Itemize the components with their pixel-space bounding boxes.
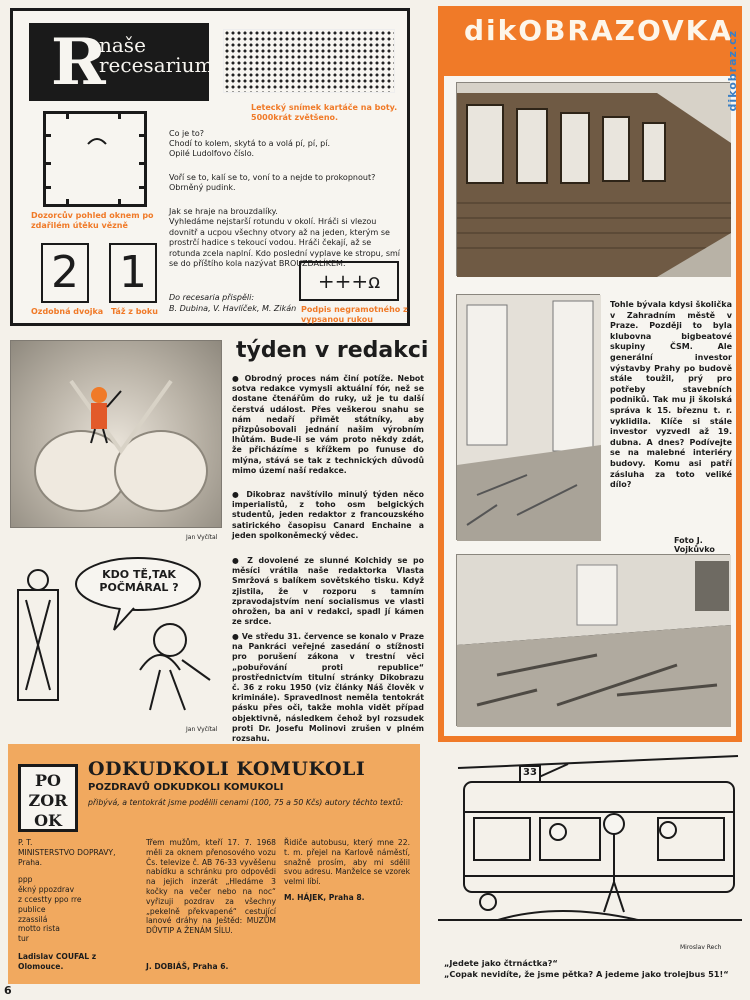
tyden-paragraph-2: ● Dikobraz navštívilo minulý týden něco imperialistů, z toho osm belgických studentů, jeden redaktor z francouzského satirického časopisu Canard Enchaine a jeden spolkoněmecký vědec. [232, 490, 424, 540]
odkudkoli-komukoli-panel [8, 744, 420, 984]
credits-names: B. Dubina, V. Havlíček, M. Zikán [169, 303, 297, 313]
coufal-line: P. T. [18, 838, 33, 847]
interior-doorway-photo [456, 294, 600, 540]
bra-photo-credit: Jan Vyčítal [186, 534, 218, 541]
dikobrazovka-content [444, 76, 736, 736]
cartoon-credit: Jan Vyčítal [186, 726, 218, 733]
credits-label: Do recesaria přispěli: [169, 293, 255, 302]
recesarium-logo [29, 23, 214, 101]
dikobrazovka-panel [438, 6, 742, 742]
odkudkoli-intro: přibývá, a tentokrát jsme podělili cenami (100, 75 a 50 Kčs) autory těchto textů: [88, 798, 404, 807]
tram-caption-line-1: „Jedete jako čtrnáctka?“ [444, 958, 558, 968]
riddle-1-line: Chodí to kolem, skytá to a volá pí, pí, pí. [169, 139, 330, 148]
coufal-line: tur [18, 934, 29, 944]
debris-room-illustration [457, 555, 731, 727]
greeting-coufal [18, 838, 138, 972]
signature-caption: Podpis negramotného z vypsanou rukou [301, 305, 408, 324]
bra-jester-illustration [11, 341, 223, 529]
riddle-2-question: Voří se to, kalí se to, voní to a nejde to prokopnout? [169, 173, 376, 182]
window-caption: Dozorcův pohled oknem po zdařilém útěku vězně [31, 211, 154, 230]
prisoner-eyebrow-icon [86, 136, 108, 146]
school-article: Tohle bývala kdysi školička v Zahradním městě v Praze. Později to byla klubovna bigbeatové skupiny ČSM. Ale generální investor výstavby Prahy po budově stále toužil, prý pro potřeby stavebních podniků. Tak mu ji školská správa k 15. březnu t. r. vyklidila. Klíče si stále investor vyzvedl až 19. dubna. A dnes? Podívejte se na malebné interiéry budovy. Komu asi patří zásluha za toto veliké dílo? [610, 300, 732, 490]
coufal-line: Praha. [18, 857, 43, 867]
page-number: 6 [4, 984, 12, 997]
tram-caption [444, 958, 744, 980]
coufal-line: motto rista [18, 924, 60, 934]
school-building-illustration [457, 83, 731, 277]
recesarium-logo-text: naše recesarium [99, 33, 214, 77]
hajek-sign: M. HÁJEK, Praha 8. [284, 892, 365, 902]
dikobrazovka-title: dikOBRAZOVKA [464, 14, 734, 47]
dobias-text: Třem mužům, kteří 17. 7. 1968 měli za oknem přenosového vozu Čs. televize č. AB 76-33 vyvěšenu nabídku a schránku pro odpovědi na jejich inzerát „Hledáme 3 kočky na večer nebo na noc“ vyřizuji pozdrav za všechny „pekelně překvapené“ cestující lanové dráhy na Ještěd: MUZŮM DŮVTIP A ŽENÁM SÍLU. [146, 838, 276, 936]
side-view-one-box: 1 [109, 243, 157, 303]
coufal-line: publice [18, 904, 46, 914]
illiterate-signature-box: +++ꭥ [299, 261, 399, 301]
pozor-ok-logo: PO ZOR OK [18, 764, 78, 832]
side-view-caption: Táž z boku [111, 307, 158, 316]
debris-room-photo [456, 554, 730, 726]
photo-credit: Foto J. Vojkůvko [674, 536, 715, 554]
coufal-line: ěkný ppozdrav [18, 885, 75, 895]
tyden-paragraph-1: ● Obrodný proces nám činí potíže. Nebot sotva redakce vymysli aktuální fór, než se dostane čtenářům do ruky, už je tu další čerstvá událost. Přes veškerou snahu se nám nedaří přimět státníky, aby přizpůsobovali jednání našim výrobním lhůtám. Bude-li se vám proto někdy zdát, že přicházíme s křížkem po funuse do mlýna, stává se tak z technických důvodů mimo území naší redakce. [232, 374, 424, 475]
recesarium-logo-letter: Я [51, 25, 108, 100]
tyden-paragraph-4: ● Ve středu 31. července se konalo v Praze na Pankráci veřejné zasedání o stížnosti pro porušení zákona v trestní věci „pobuřování proti republice“ prostřednictvím titulní stránky Dikobrazu č. 36 z roku 1950 (viz články Náš člověk v kriminále). Spravedlnost neměla tentokrát pásku přes oči, takže mohla vidět případ objektivně, následkem čehož byl rozsudek proti Dr. Josefu Molinovi zrušen v plném rozsahu. [232, 632, 424, 744]
riddle-1-answer: Opilé Ludolfovo číslo. [169, 149, 255, 158]
hajek-text: Řidiče autobusu, který mne 22. t. m. přejel na Karlově náměstí, snažně prosím, aby mi sdělil svou adresu. Manželce se vzorek velmi líbí. [284, 838, 410, 887]
greeting-dobias [146, 838, 276, 972]
odkudkoli-subtitle: POZDRAVŮ ODKUDKOLI KOMUKOLI [88, 782, 284, 793]
school-building-photo [456, 82, 730, 276]
scribble-cartoon [10, 550, 222, 718]
shoe-brush-dots-image [223, 29, 395, 93]
shoe-brush-caption: Letecký snímek kartáče na boty. 5000krát zvětšeno. [251, 103, 398, 122]
coufal-line: ppp [18, 875, 33, 885]
decorative-two-caption: Ozdobná dvojka [31, 307, 104, 316]
cartoon-speech-bubble: KDO TĚ,TAK POČMÁRAL ? [99, 568, 179, 594]
recesarium-panel [10, 8, 410, 326]
site-watermark: dikobraz.cz [726, 30, 739, 112]
coufal-line: zzassilá [18, 914, 48, 924]
game-title: Jak se hraje na brouzdalíky. [169, 207, 278, 216]
tram-drawing [438, 752, 742, 942]
tyden-paragraph-3: ● Z dovolené ze slunné Kolchidy se po měsíci vrátila naše redaktorka Vlasta Smržová s balíkem sovětského tisku. Když zjistila, že v rozporu s tamním zpravodajstvím není socialismus ve vlasti ohrožen, ba ani v redakci, spadl jí kámen ze srdce. [232, 556, 424, 627]
recesarium-credits [169, 293, 309, 314]
game-description: Vyhledáme nejstarší rotundu v okolí. Hráči si vlezou dovnitř a ucpou všechny otvory až na jeden, kterým se prostrčí hadice s tekoucí vodou. Hráči čekají, až se rotunda zcela naplní. Kdo poslední vyplave ke stropu, smí se do příštího kola nazývat BROUZDALÍKEM. [169, 217, 401, 268]
decorative-two-box: 2 [41, 243, 89, 303]
bra-photo-with-jester [10, 340, 222, 528]
greeting-hajek [284, 838, 410, 903]
riddle-2-answer: Obrněný pudink. [169, 183, 236, 192]
coufal-sign: Ladislav COUFAL z Olomouce. [18, 951, 97, 971]
tram-route-number: 33 [523, 767, 537, 778]
tyden-v-redakci-title: týden v redakci [236, 338, 429, 363]
tram-cartoon-credit: Miroslav Rech [680, 944, 722, 951]
coufal-line: MINISTERSTVO DOPRAVY, [18, 847, 116, 857]
tram-caption-line-2: „Copak nevidíte, že jsme pětka? A jedeme jako trolejbus 51!“ [444, 969, 729, 979]
dobias-sign: J. DOBIÁŠ, Praha 6. [146, 961, 229, 971]
coufal-line: z ccestty ppo rre [18, 894, 82, 904]
odkudkoli-title: ODKUDKOLI KOMUKOLI [88, 758, 366, 780]
riddle-1-question: Co je to? [169, 129, 204, 138]
interior-doorway-illustration [457, 295, 601, 541]
prison-window-drawing [43, 111, 147, 207]
